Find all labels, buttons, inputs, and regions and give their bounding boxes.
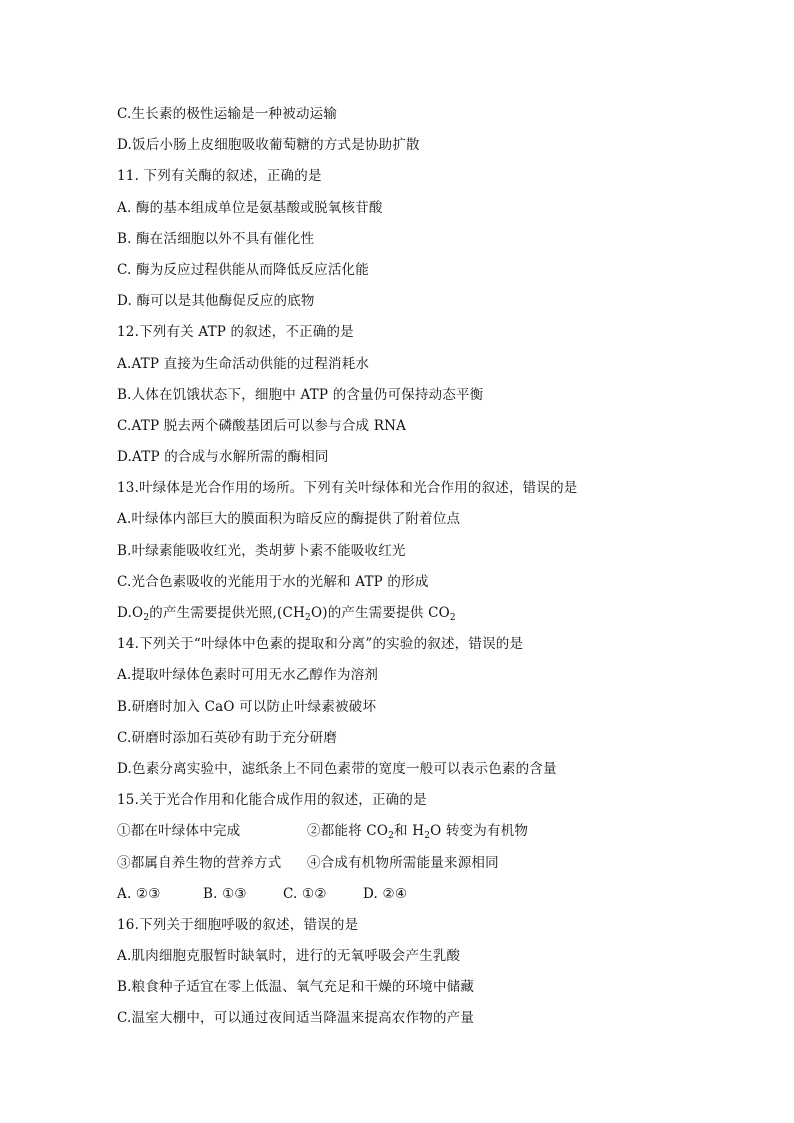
q14-stem: 14.下列关于“叶绿体中色素的提取和分离”的实验的叙述，错误的是 — [117, 636, 524, 653]
q13-stem: 13.叶绿体是光合作用的场所。下列有关叶绿体和光合作用的叙述，错误的是 — [117, 480, 578, 497]
q15s2-text-3: O 转变为有机物 — [430, 823, 529, 840]
q11-option-b: B. 酶在活细胞以外不具有催化性 — [117, 230, 315, 247]
q16-option-a: A.肌肉细胞克服暂时缺氧时，进行的无氧呼吸会产生乳酸 — [117, 948, 461, 965]
q15-options — [117, 879, 757, 910]
q13d-text-3: O)的产生需要提供 CO — [310, 605, 450, 621]
exam-page — [117, 99, 757, 1035]
q15s2-text-2: 和 H — [394, 823, 425, 840]
q10-option-d: D.饭后小肠上皮细胞吸收葡萄糖的方式是协助扩散 — [117, 137, 420, 154]
q13-option-b: B.叶绿素能吸收红光，类胡萝卜素不能吸收红光 — [117, 542, 406, 559]
q12-option-b: B.人体在饥饿状态下，细胞中 ATP 的含量仍可保持动态平衡 — [117, 386, 484, 403]
q15s2-subscript-1: 2 — [388, 831, 395, 842]
q15-statements-row-2 — [117, 848, 757, 879]
q15-option-b: B. ①③ — [203, 885, 247, 902]
q15-statement-1: ①都在叶绿体中完成 — [117, 823, 241, 840]
q16-option-b: B.粮食种子适宜在零上低温、氧气充足和干燥的环境中储藏 — [117, 979, 475, 996]
q13-option-c: C.光合色素吸收的光能用于水的光解和 ATP 的形成 — [117, 573, 429, 590]
q15s2-subscript-2: 2 — [424, 831, 431, 842]
q16-option-c: C.温室大棚中，可以通过夜间适当降温来提高农作物的产量 — [117, 1010, 475, 1027]
q11-option-a: A. 酶的基本组成单位是氨基酸或脱氧核苷酸 — [117, 199, 383, 216]
q13d-text-2: 的产生需要提供光照,(CH — [149, 605, 306, 621]
q15-statement-4: ④合成有机物所需能量来源相同 — [307, 854, 499, 871]
q11-option-c: C. 酶为反应过程供能从而降低反应活化能 — [117, 261, 369, 278]
q12-stem: 12.下列有关 ATP 的叙述，不正确的是 — [117, 324, 354, 341]
q15s2-text-1: ②都能将 CO — [307, 823, 389, 840]
q15-statements-row-1 — [117, 816, 757, 847]
q11-option-d: D. 酶可以是其他酶促反应的底物 — [117, 293, 315, 310]
q13d-subscript-1: 2 — [143, 613, 150, 623]
q12-option-c: C.ATP 脱去两个磷酸基团后可以参与合成 RNA — [117, 417, 407, 434]
q12-option-a: A.ATP 直接为生命活动供能的过程消耗水 — [117, 355, 370, 372]
q10-option-c: C.生长素的极性运输是一种被动运输 — [117, 106, 338, 122]
q15-statement-3: ③都属自养生物的营养方式 — [117, 854, 282, 871]
q15-option-a: A. ②③ — [117, 885, 161, 902]
q13d-text-1: D.O — [117, 605, 144, 621]
q15-option-d: D. ②④ — [363, 885, 408, 902]
q14-option-c: C.研磨时添加石英砂有助于充分研磨 — [117, 729, 338, 746]
q14-option-a: A.提取叶绿体色素时可用无水乙醇作为溶剂 — [117, 667, 379, 684]
q16-stem: 16.下列关于细胞呼吸的叙述，错误的是 — [117, 916, 359, 933]
q15-stem: 15.关于光合作用和化能合成作用的叙述，正确的是 — [117, 792, 427, 809]
q13-option-d — [117, 598, 757, 629]
q13-option-a: A.叶绿体内部巨大的膜面积为暗反应的酶提供了附着位点 — [117, 511, 461, 528]
q15-statement-2 — [307, 816, 528, 847]
q15-option-c: C. ①② — [283, 885, 327, 902]
q14-option-b: B.研磨时加入 CaO 可以防止叶绿素被破坏 — [117, 698, 377, 715]
q11-stem: 11. 下列有关酶的叙述，正确的是 — [117, 168, 322, 185]
q14-option-d: D.色素分离实验中，滤纸条上不同色素带的宽度一般可以表示色素的含量 — [117, 760, 557, 777]
q13d-subscript-3: 2 — [449, 613, 456, 623]
q13d-subscript-2: 2 — [305, 613, 311, 623]
q12-option-d: D.ATP 的合成与水解所需的酶相同 — [117, 449, 329, 466]
